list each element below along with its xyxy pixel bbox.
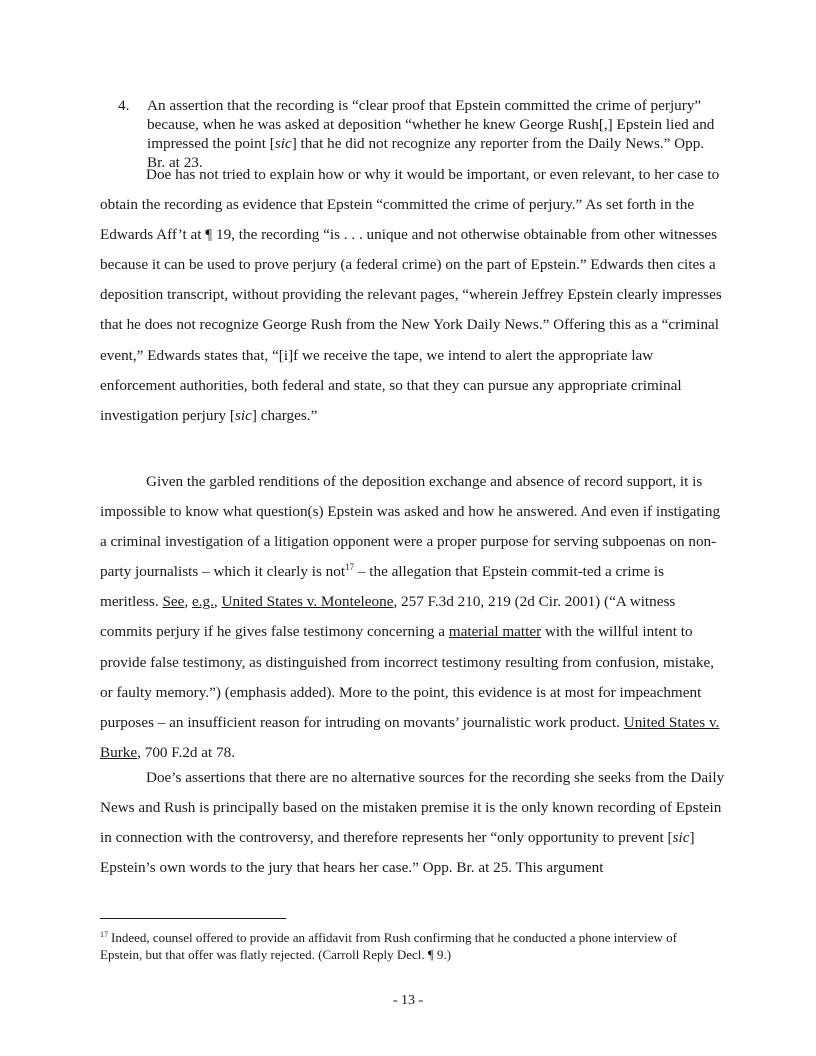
item-number: 4. <box>118 97 130 114</box>
case-name-monteleone: United States v. Monteleone <box>221 593 394 611</box>
footnote-17: $^{17}$ Indeed, counsel offered to provide an affidavit from Rush confirming that he conducted a phone interview of Epstein, but that offer was flatly rejected. (Carroll Reply Decl. ¶ 9.) <box>100 930 677 962</box>
signal-eg: e.g. <box>191 593 214 611</box>
case-name-burke: United States v. Burke <box>100 713 720 761</box>
emphasis-material-matter: material matter <box>448 623 542 641</box>
paragraph-alternative-sources: Doe’s assertions that there are no alternative sources for the recording she seeks from the Daily News and Rush is principally based on the mistaken premise it is the only known recording of Epstein in connection with the controversy, and therefore represents her “only opportunity to prevent [sic] Epstein’s own words to the jury that hears her case.” Opp. Br. at 25. This argument <box>100 769 725 877</box>
footnote-divider <box>100 918 286 919</box>
paragraph-perjury-relevance: Doe has not tried to explain how or why it would be important, or even relevant, to her case to obtain the recording as evidence that Epstein “committed the crime of perjury.” As set forth in the Edwards Aff’t at ¶ 19, the recording “is . . . unique and not otherwise obtainable from other witnesses because it can be used to prove perjury (a federal crime) on the part of Epstein.” Edwards then cites a deposition transcript, without providing the relevant pages, “wherein Jeffrey Epstein clearly impresses that he does not recognize George Rush from the New York Daily News.” Offering this as a “criminal event,” Edwards states that, “[i]f we receive the tape, we intend to alert the appropriate law enforcement authorities, both federal and state, so that they can pursue any appropriate criminal investigation perjury [sic] charges.” <box>100 166 722 424</box>
item-4-text: An assertion that the recording is “clear proof that Epstein committed the crime of perjury” because, when he was asked at deposition “whether he knew George Rush[,] Epstein lied and impressed the point [sic] that he did not recognize any reporter from the Daily News.” Opp. Br. at 23. <box>147 97 715 171</box>
footnote-reference: 17 <box>345 562 355 573</box>
signal-see: See <box>162 593 185 611</box>
page-number: - 13 - <box>392 993 424 1008</box>
paragraph-garbled-renditions: Given the garbled renditions of the deposition exchange and absence of record support, it is impossible to know what question(s) Epstein was asked and how he answered. And even if instigating a criminal investigation of a litigation opponent were a proper purpose for serving subpoenas on non-party journalists – which it clearly is not$^{17}$ – the allegation that Epstein commit-ted a crime is meritless. See, e.g., United States v. Monteleone, 257 F.3d 210, 219 (2d Cir. 2001) (“A witness commits perjury if he gives false testimony concerning a material matter with the willful intent to provide false testimony, as distinguished from incorrect testimony resulting from confusion, mistake, or faulty memory.”) (emphasis added). More to the point, this evidence is at most for impeachment purposes – an insufficient reason for intruding on movants’ journalistic work product. United States v. Burke, 700 F.2d at 78. <box>100 473 721 761</box>
footnote-number: 17 <box>100 930 108 939</box>
